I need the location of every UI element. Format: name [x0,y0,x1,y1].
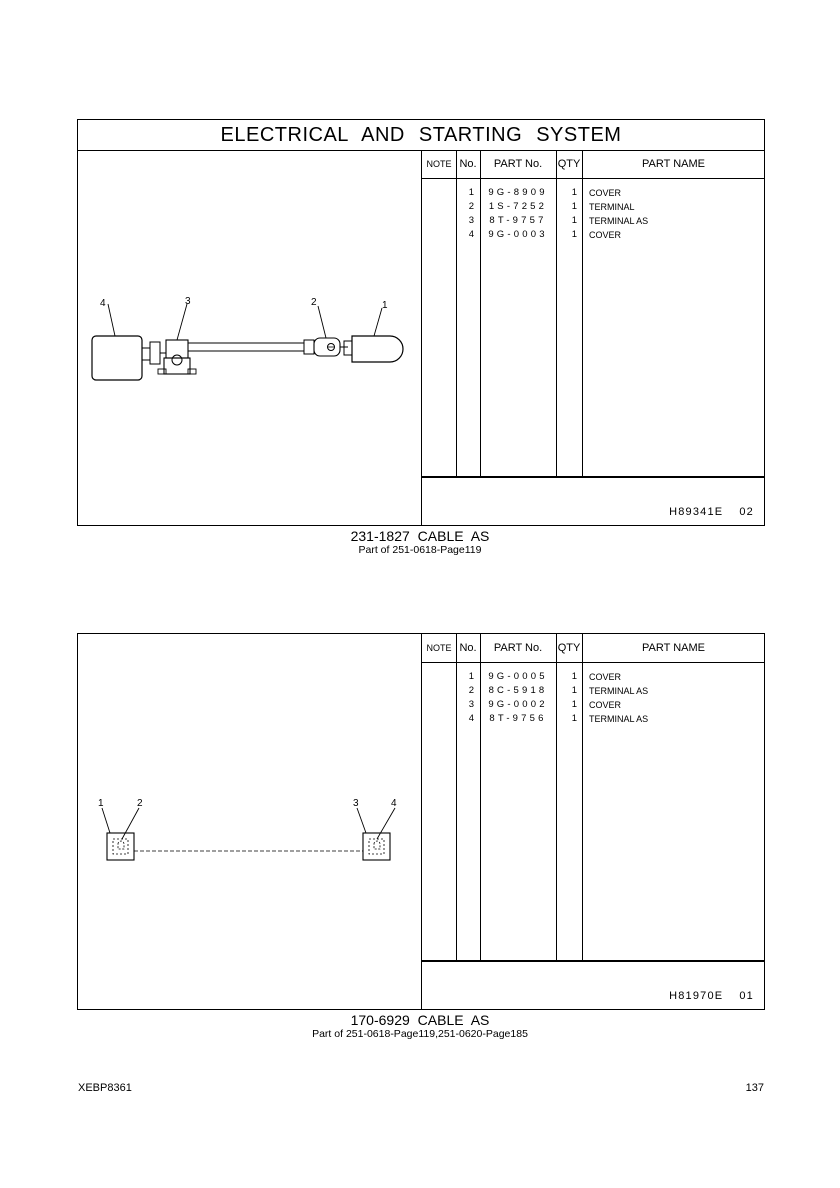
table-header [422,634,764,663]
table-row: 2 1S-7252 1 TERMINAL [468,201,635,212]
callout-2: 2 [311,297,317,308]
table-row: 4 9G-0003 1 COVER [468,229,622,240]
header-qty: QTY [557,642,581,654]
header-part-no: PART No. [493,642,543,654]
part-4-cover-shape [92,336,142,380]
illustration-cable-231-1827 [78,150,421,526]
table-header [422,150,764,179]
callout-3: 3 [353,798,359,809]
parts-table [421,150,764,525]
callout-1: 1 [382,300,388,311]
header-part-name: PART NAME [642,158,705,170]
page-number: 137 [745,1082,764,1094]
illustration-cable-170-6929 [78,634,421,1009]
header-note: NOTE [426,643,452,653]
callout-4: 4 [100,298,106,309]
caption-title: 170-6929 CABLE AS [350,1012,490,1028]
table-row: 2 8C-5918 1 TERMINAL AS [468,685,649,696]
table-row: 1 9G-0005 1 COVER [468,671,622,682]
table-row: 3 9G-0002 1 COVER [468,699,622,710]
cable-drawing [78,150,421,526]
callout-2: 2 [137,798,143,809]
cable-drawing [78,634,421,1009]
illustration-ref: H81970E 01 [669,990,754,1002]
document-code: XEBP8361 [78,1082,132,1094]
part-3-cover-shape [363,833,390,860]
parts-table [421,634,764,1009]
callout-4: 4 [391,798,397,809]
caption-subtitle: Part of 251-0618-Page119,251-0620-Page185 [312,1028,528,1040]
part-1-cover-shape [107,833,134,860]
part-1-cover-shape [352,336,403,362]
header-part-no: PART No. [493,158,543,170]
section-2-frame [77,633,765,1010]
section-title: ELECTRICAL AND STARTING SYSTEM [78,120,764,151]
section-2-caption [0,1012,840,1040]
table-row: 1 9G-8909 1 COVER [468,187,622,198]
caption-title: 231-1827 CABLE AS [350,528,490,544]
section-1-caption [0,528,840,556]
callout-3: 3 [185,296,191,307]
illustration-ref: H89341E 02 [669,506,754,518]
header-note: NOTE [426,159,452,169]
callout-1: 1 [98,798,104,809]
caption-subtitle: Part of 251-0618-Page119 [358,544,482,556]
header-no: No. [459,158,477,170]
header-part-name: PART NAME [642,642,705,654]
table-row: 3 8T-9757 1 TERMINAL AS [468,215,649,226]
section-1-frame [77,119,765,526]
table-row: 4 8T-9756 1 TERMINAL AS [468,713,649,724]
header-no: No. [459,642,477,654]
header-qty: QTY [557,158,581,170]
